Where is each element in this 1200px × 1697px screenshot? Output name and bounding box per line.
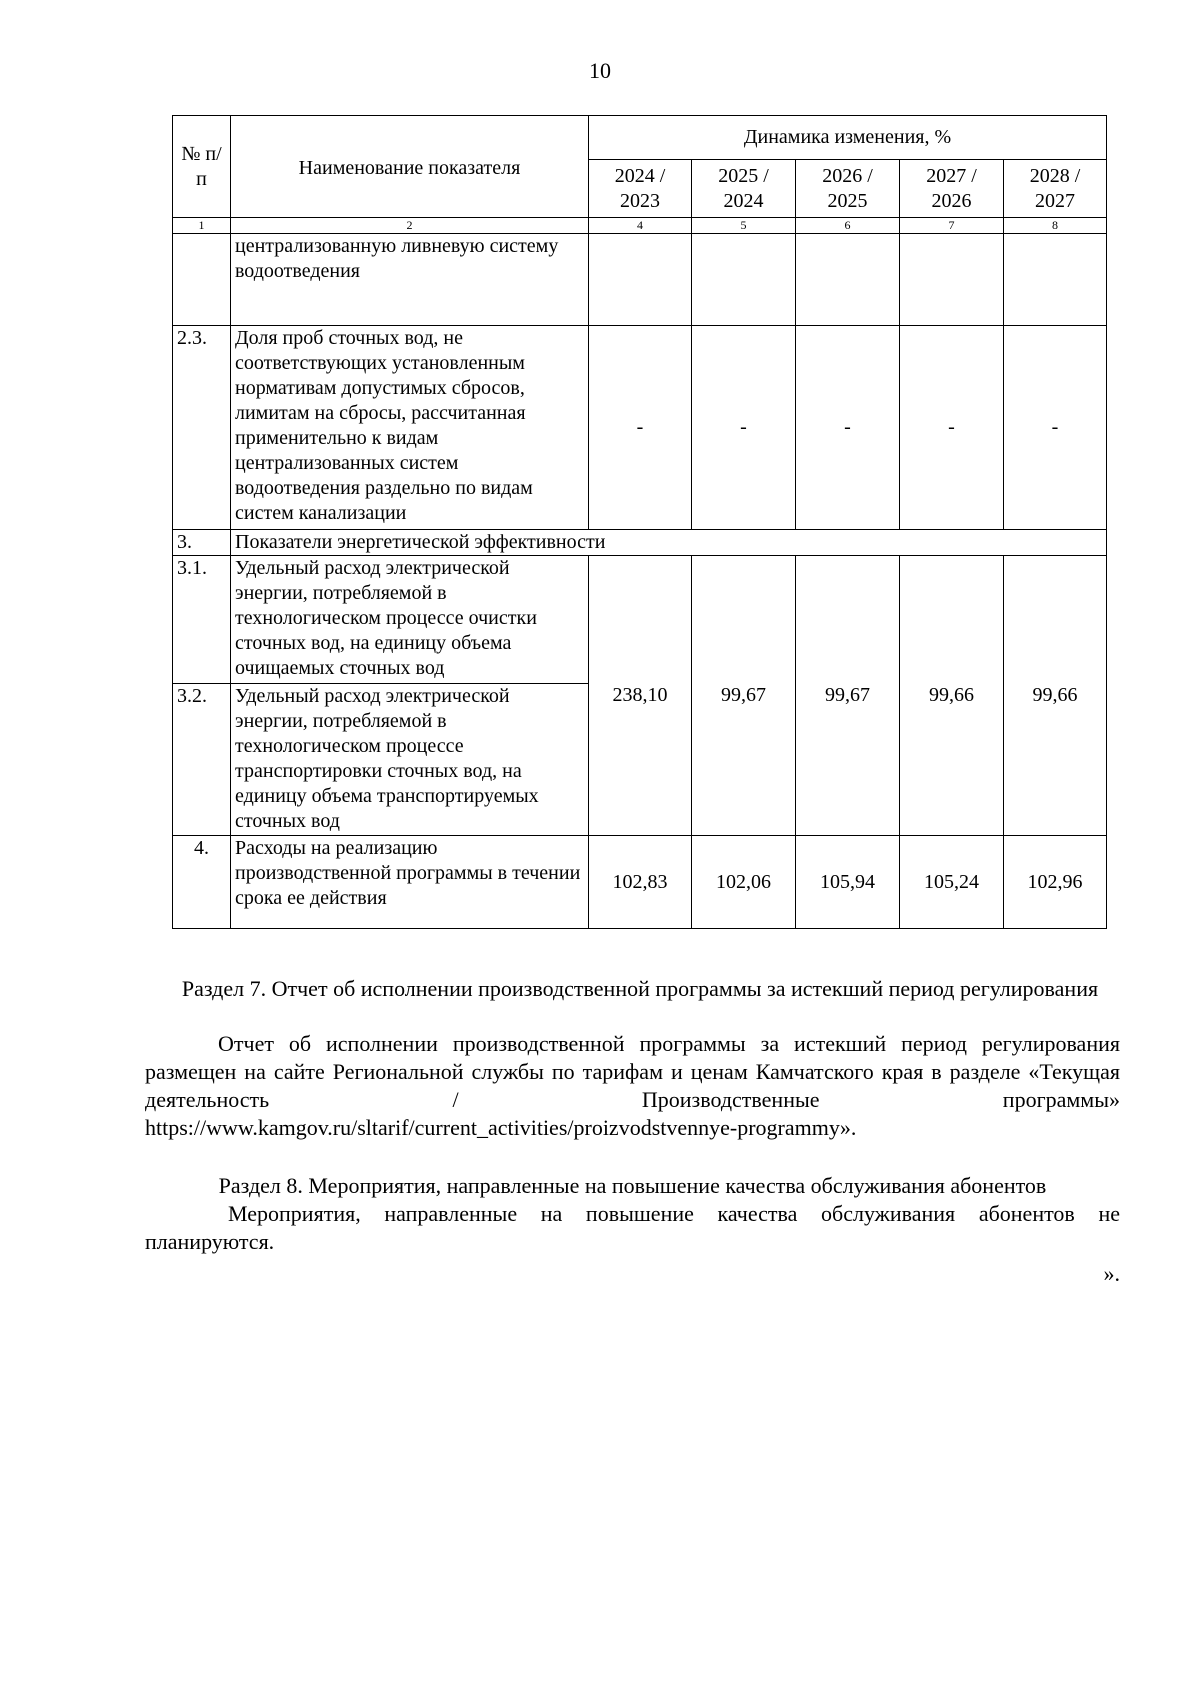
table-row xyxy=(173,530,1107,556)
row-value: 99,66 xyxy=(900,556,1004,836)
column-number: 2 xyxy=(231,218,589,234)
header-year: 2026 / 2025 xyxy=(796,160,900,218)
section-name: Показатели энергетической эффективности xyxy=(231,530,1107,556)
section-7-text: Отчет об исполнении производственной программы за истекший период регулирования размещен на сайте Региональной службы по тарифам и ценам Камчатского края в разделе «Текущая деятельность / Производственные программы» https://www.kamgov.ru/sltarif/current_activities/proizvodstvennye-programmy». xyxy=(145,1031,1120,1140)
closing-quote: ». xyxy=(1103,1261,1120,1286)
row-name: Доля проб сточных вод, не соответствующих установленным нормативам допустимых сбросов, лимитам на сбросы, рассчитанная применительно к видам централизованных систем водоотведения раздельно по видам систем канализации xyxy=(231,326,589,530)
column-number: 1 xyxy=(173,218,231,234)
row-value: 238,10 xyxy=(589,556,692,836)
row-value: - xyxy=(796,326,900,530)
column-number: 6 xyxy=(796,218,900,234)
row-value: 102,06 xyxy=(692,836,796,929)
row-value: - xyxy=(692,326,796,530)
row-number: 3.2. xyxy=(173,684,231,836)
header-year: 2028 / 2027 xyxy=(1004,160,1107,218)
row-value: 105,24 xyxy=(900,836,1004,929)
header-num: № п/п xyxy=(173,116,231,218)
row-value: 102,83 xyxy=(589,836,692,929)
section-8-text: Мероприятия, направленные на повышение качества обслуживания абонентов не планируются. xyxy=(145,1201,1120,1254)
column-number: 8 xyxy=(1004,218,1107,234)
column-number: 4 xyxy=(589,218,692,234)
row-value: - xyxy=(1004,326,1107,530)
column-numbers-row xyxy=(173,218,1107,234)
header-dynamics: Динамика изменения, % xyxy=(589,116,1107,160)
row-number xyxy=(173,234,231,326)
row-number: 2.3. xyxy=(173,326,231,530)
row-value: 105,94 xyxy=(796,836,900,929)
row-number: 4. xyxy=(173,836,231,929)
table-row xyxy=(173,326,1107,530)
row-value: 99,67 xyxy=(796,556,900,836)
table-row xyxy=(173,234,1107,326)
row-number: 3.1. xyxy=(173,556,231,684)
indicators-table xyxy=(172,115,1107,929)
table-row xyxy=(173,556,1107,684)
row-value: 99,67 xyxy=(692,556,796,836)
section-8-title: Раздел 8. Мероприятия, направленные на повышение качества обслуживания абонентов xyxy=(218,1173,1047,1198)
page-number: 10 xyxy=(589,58,611,83)
row-value: 99,66 xyxy=(1004,556,1107,836)
header-year: 2027 / 2026 xyxy=(900,160,1004,218)
row-name: Расходы на реализацию производственной программы в течении срока ее действия xyxy=(231,836,589,929)
row-name: Удельный расход электрической энергии, потребляемой в технологическом процессе транспортировки сточных вод, на единицу объема транспортируемых сточных вод xyxy=(231,684,589,836)
header-year: 2024 / 2023 xyxy=(589,160,692,218)
row-value: 102,96 xyxy=(1004,836,1107,929)
row-name: централизованную ливневую систему водоотведения xyxy=(231,234,589,326)
row-name: Удельный расход электрической энергии, потребляемой в технологическом процессе очистки сточных вод, на единицу объема очищаемых сточных вод xyxy=(231,556,589,684)
row-number: 3. xyxy=(173,530,231,556)
table-row xyxy=(173,836,1107,929)
column-number: 7 xyxy=(900,218,1004,234)
row-value: - xyxy=(589,326,692,530)
section-7-title: Раздел 7. Отчет об исполнении производственной программы за истекший период регулирования xyxy=(181,976,1099,1001)
header-year: 2025 / 2024 xyxy=(692,160,796,218)
row-value: - xyxy=(900,326,1004,530)
column-number: 5 xyxy=(692,218,796,234)
header-name: Наименование показателя xyxy=(231,116,589,218)
